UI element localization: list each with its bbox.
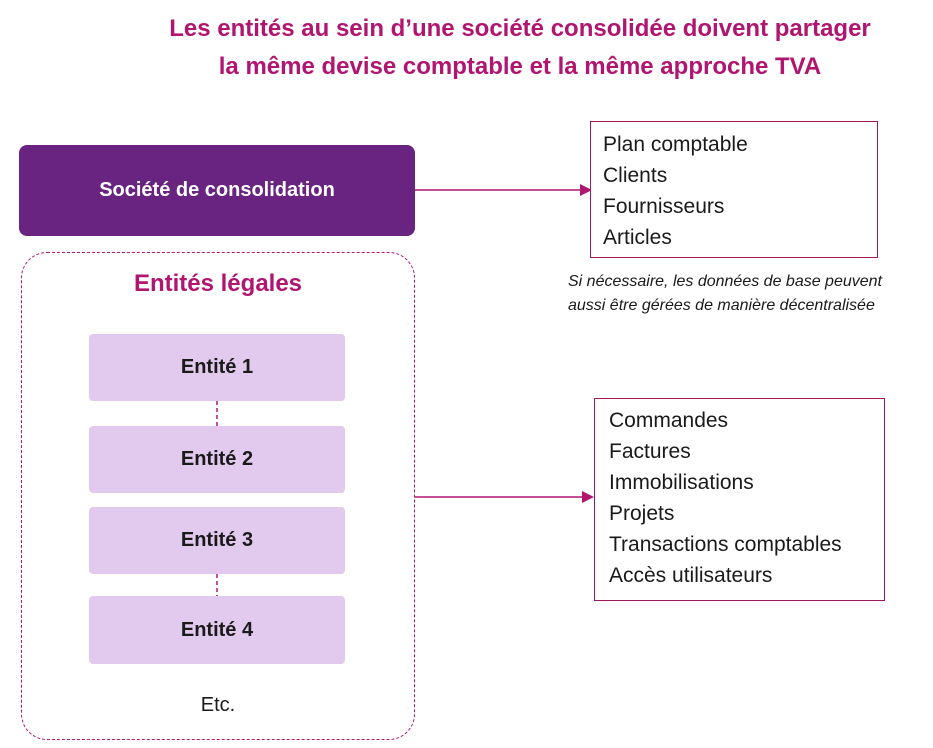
- entity-3-box: [89, 507, 345, 574]
- entity-1-label: Entité 1: [180, 356, 254, 378]
- transactional-item: Projets: [609, 502, 675, 525]
- note-line-1: Si nécessaire, les données de base peuvent: [568, 273, 882, 290]
- transactional-item: Transactions comptables: [609, 533, 842, 556]
- consolidation-company-box: [19, 145, 415, 236]
- entity-2-label: Entité 2: [180, 448, 254, 470]
- entity-4-box: [89, 596, 345, 664]
- master-data-box: [590, 121, 878, 258]
- title-line-1: Les entités au sein d’une société consolidée doivent partager: [169, 15, 871, 42]
- decentralized-note: [568, 270, 928, 318]
- etc-label: Etc.: [200, 694, 236, 716]
- transactional-item: Factures: [609, 440, 691, 463]
- entity-3-label: Entité 3: [180, 529, 254, 551]
- master-data-list: [603, 129, 877, 253]
- entity-1-box: [89, 334, 345, 401]
- note-line-2: aussi être gérées de manière décentralisée: [568, 297, 875, 314]
- transactional-item: Commandes: [609, 409, 729, 432]
- master-data-item: Plan comptable: [603, 133, 748, 156]
- entities-arrow-head: [582, 491, 594, 503]
- consolidation-company-label: Société de consolidation: [99, 179, 335, 201]
- legal-entities-container: [21, 252, 415, 740]
- master-data-item: Clients: [603, 164, 668, 187]
- master-data-item: Articles: [603, 226, 672, 249]
- entity-4-label: Entité 4: [180, 618, 254, 641]
- entity-2-box: [89, 426, 345, 493]
- transactional-data-box: [594, 398, 885, 601]
- transactional-data-list: [609, 405, 884, 591]
- legal-entities-title: Entités légales: [133, 270, 303, 297]
- transactional-item: Accès utilisateurs: [609, 564, 773, 587]
- transactional-item: Immobilisations: [609, 471, 754, 494]
- master-data-item: Fournisseurs: [603, 195, 725, 218]
- title-line-2: la même devise comptable et la même approche TVA: [218, 53, 822, 80]
